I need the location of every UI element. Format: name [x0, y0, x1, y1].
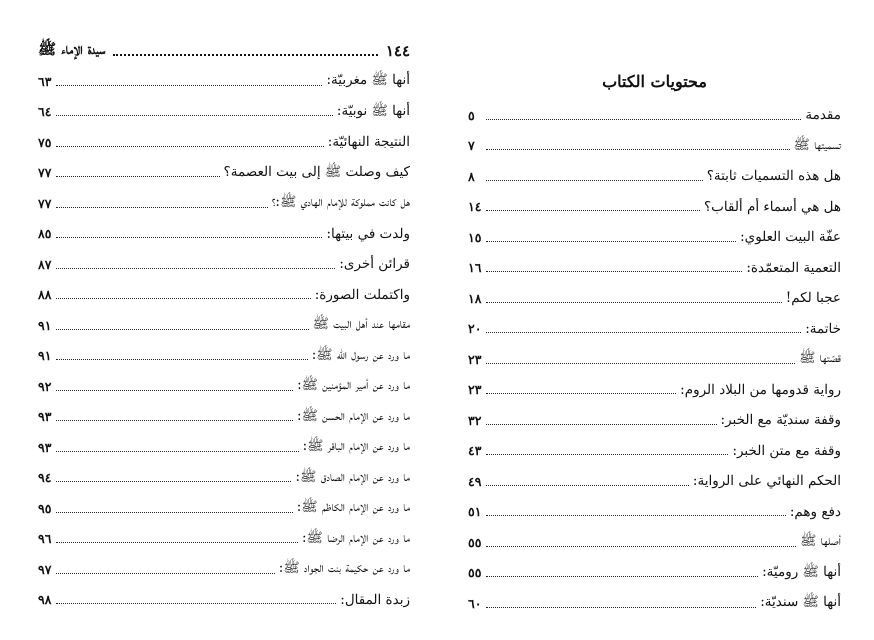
toc-entry-page-number: ٦٣	[38, 73, 52, 89]
toc-entry	[38, 402, 410, 433]
toc-list-right	[468, 100, 841, 619]
toc-entry-label: هل هي أسماء أم ألقاب؟	[704, 198, 841, 215]
toc-entry	[38, 280, 410, 311]
toc-entry	[468, 192, 841, 223]
toc-entry-label: دفع وهم:	[789, 503, 841, 520]
toc-entry-page-number: ٧	[468, 138, 475, 154]
dot-leader	[56, 382, 293, 391]
toc-entry-label: ما ورد عن الإمام الصادق ﷺ:	[295, 468, 410, 485]
toc-entry	[468, 100, 841, 131]
toc-entry	[468, 222, 841, 253]
dot-leader	[486, 568, 758, 577]
dot-leader	[486, 538, 796, 547]
toc-entry	[468, 375, 841, 406]
dot-leader	[486, 263, 742, 272]
toc-entry-label: وقفة مع متن الخبر:	[732, 442, 841, 459]
toc-entry	[468, 466, 841, 497]
dot-leader	[56, 107, 333, 116]
toc-entry-page-number: ٢٣	[468, 382, 482, 398]
toc-entry	[468, 436, 841, 467]
toc-entry-label: ما ورد عن أمير المؤمنين ﷺ:	[297, 377, 410, 394]
toc-entry-page-number: ١٦	[468, 260, 482, 276]
toc-entry-page-number: ٣٢	[468, 412, 482, 428]
toc-entry-page-number: ٩٦	[38, 531, 52, 547]
dot-leader	[56, 443, 299, 452]
toc-entry-label: واكتملت الصورة:	[314, 286, 410, 303]
dot-leader	[486, 141, 790, 150]
dot-leader	[56, 168, 220, 177]
toc-entry	[468, 558, 841, 589]
dot-leader	[486, 324, 801, 333]
toc-entry-page-number: ٧٧	[38, 195, 52, 211]
toc-entry-page-number: ٨	[468, 168, 475, 184]
dot-leader	[486, 111, 801, 120]
toc-entry-page-number: ٩٥	[38, 500, 52, 516]
toc-entry	[38, 249, 410, 280]
toc-entry	[468, 253, 841, 284]
toc-entry	[38, 554, 410, 585]
toc-entry-label: ولدت في بيتها:	[326, 225, 410, 242]
dot-leader	[56, 290, 311, 299]
left-page	[38, 0, 410, 640]
toc-entry-label: وقفة سنديّة مع الخبر:	[720, 412, 841, 429]
toc-entry-label: قرائن أخرى:	[339, 256, 410, 273]
toc-entry-page-number: ٨٧	[38, 256, 52, 272]
toc-entry-page-number: ٧٧	[38, 165, 52, 181]
toc-entry-label: ما ورد عن حكيمة بنت الجواد ﷺ:	[278, 560, 410, 577]
toc-entry	[468, 161, 841, 192]
toc-entry-page-number: ٢٣	[468, 351, 482, 367]
toc-entry	[38, 524, 410, 555]
toc-entry-label: هل هذه التسميات ثابتة؟	[706, 168, 841, 185]
dot-leader	[56, 138, 324, 147]
toc-entry	[468, 527, 841, 558]
toc-entry-label: ما ورد عن الإمام الرضا ﷺ:	[301, 529, 410, 546]
toc-entry-label: عفّة البيت العلوي:	[740, 229, 841, 246]
dot-leader	[56, 412, 293, 421]
dot-leader	[486, 599, 756, 608]
toc-entry-label: هل كانت مملوكة للإمام الهادي ﷺ:؟	[271, 194, 410, 211]
toc-entry-label: مقدمة	[805, 107, 841, 124]
toc-entry-page-number: ٨٥	[38, 226, 52, 242]
toc-list-left	[38, 66, 410, 615]
dot-leader	[56, 229, 322, 238]
dot-leader	[486, 355, 795, 364]
dot-leader	[486, 172, 703, 181]
toc-entry-page-number: ٥٥	[468, 565, 482, 581]
toc-entry-page-number: ٩٢	[38, 378, 52, 394]
dot-leader	[56, 77, 322, 86]
toc-entry-page-number: ٤٣	[468, 443, 482, 459]
dot-leader	[486, 446, 728, 455]
toc-entry-label: رواية قدومها من البلاد الروم:	[680, 381, 841, 398]
toc-entry-page-number: ٦٤	[38, 104, 52, 120]
toc-entry	[468, 283, 841, 314]
toc-entry-page-number: ٥	[468, 107, 475, 123]
toc-entry	[38, 341, 410, 372]
toc-entry-label: عجبا لكم!	[785, 290, 841, 307]
dot-leader	[56, 321, 309, 330]
toc-entry	[38, 310, 410, 341]
toc-entry-page-number: ٩٨	[38, 592, 52, 608]
dot-leader	[486, 294, 782, 303]
toc-entry	[38, 371, 410, 402]
toc-entry	[38, 158, 410, 189]
dot-leader	[113, 44, 377, 56]
toc-entry-page-number: ٤٩	[468, 473, 482, 489]
toc-entry-label: خاتمة:	[805, 320, 841, 337]
dot-leader	[56, 595, 336, 604]
dot-leader	[56, 199, 268, 208]
toc-entry-label: زبدة المقال:	[340, 591, 410, 608]
dot-leader	[56, 534, 298, 543]
toc-entry-label: قصّتها ﷺ	[799, 350, 841, 367]
toc-entry-page-number: ٩٤	[38, 470, 52, 486]
toc-entry-label: كيف وصلت ﷺ إلى بيت العصمة؟	[223, 163, 410, 180]
running-head	[38, 40, 410, 62]
dot-leader	[56, 260, 335, 269]
dot-leader	[486, 385, 676, 394]
toc-entry	[468, 314, 841, 345]
toc-entry-label: ما ورد عن رسول الله ﷺ:	[311, 346, 410, 363]
toc-entry-page-number: ٢٠	[468, 321, 482, 337]
toc-entry	[38, 493, 410, 524]
toc-entry-page-number: ٦٠	[468, 595, 482, 611]
toc-entry	[38, 188, 410, 219]
dot-leader	[486, 416, 717, 425]
toc-entry	[38, 127, 410, 158]
toc-entry	[38, 97, 410, 128]
toc-entry-page-number: ٨٨	[38, 287, 52, 303]
dot-leader	[486, 202, 700, 211]
toc-entry-label: أنها ﷺ سنديّة:	[760, 594, 841, 611]
toc-entry-page-number: ٩٣	[38, 409, 52, 425]
toc-entry-page-number: ٥١	[468, 504, 482, 520]
dot-leader	[56, 504, 293, 513]
toc-entry-page-number: ٩٧	[38, 561, 52, 577]
toc-entry-label: التعمية المتعمّدة:	[746, 259, 841, 276]
toc-entry	[38, 432, 410, 463]
toc-entry-label: ما ورد عن الإمام الباقر ﷺ:	[302, 438, 410, 455]
toc-entry-label: النتيجة النهائيّة:	[327, 134, 410, 151]
toc-entry-page-number: ٥٥	[468, 534, 482, 550]
dot-leader	[486, 233, 736, 242]
dot-leader	[56, 473, 291, 482]
toc-entry-label: ما ورد عن الإمام الكاظم ﷺ:	[296, 499, 410, 516]
toc-entry	[38, 66, 410, 97]
toc-entry-page-number: ٩١	[38, 317, 52, 333]
toc-entry-label: مقامها عند أهل البيت ﷺ	[312, 316, 410, 333]
toc-entry	[468, 344, 841, 375]
toc-entry	[38, 219, 410, 250]
toc-entry-page-number: ١٥	[468, 229, 482, 245]
toc-entry-label: أنها ﷺ مغربيّة:	[326, 72, 410, 89]
toc-entry-page-number: ٩٣	[38, 439, 52, 455]
toc-entry	[468, 405, 841, 436]
running-head-title: سيدة الإماء ﷺ	[38, 40, 106, 58]
toc-title: محتويات الكتاب	[602, 72, 707, 91]
running-head-page-number: ١٤٤	[385, 42, 410, 60]
toc-entry-label: أنها ﷺ روميّة:	[762, 563, 841, 580]
toc-entry-label: ما ورد عن الإمام الحسن ﷺ:	[297, 407, 410, 424]
toc-entry-page-number: ١٤	[468, 199, 482, 215]
toc-entry-page-number: ٧٥	[38, 134, 52, 150]
toc-entry	[468, 497, 841, 528]
toc-entry-label: أصلها ﷺ	[800, 533, 841, 550]
toc-entry-label: تسميتها ﷺ	[793, 136, 841, 153]
toc-entry	[468, 588, 841, 619]
dot-leader	[486, 507, 786, 516]
toc-entry-page-number: ١٨	[468, 290, 482, 306]
right-page	[468, 0, 841, 640]
toc-entry-page-number: ٩١	[38, 348, 52, 364]
dot-leader	[486, 477, 689, 486]
dot-leader	[56, 351, 308, 360]
toc-entry	[38, 585, 410, 616]
toc-entry	[468, 131, 841, 162]
toc-entry-label: أنها ﷺ نوبيّة:	[336, 102, 410, 119]
toc-entry-label: الحكم النهائي على الرواية:	[692, 473, 841, 490]
toc-entry	[38, 463, 410, 494]
dot-leader	[56, 565, 275, 574]
